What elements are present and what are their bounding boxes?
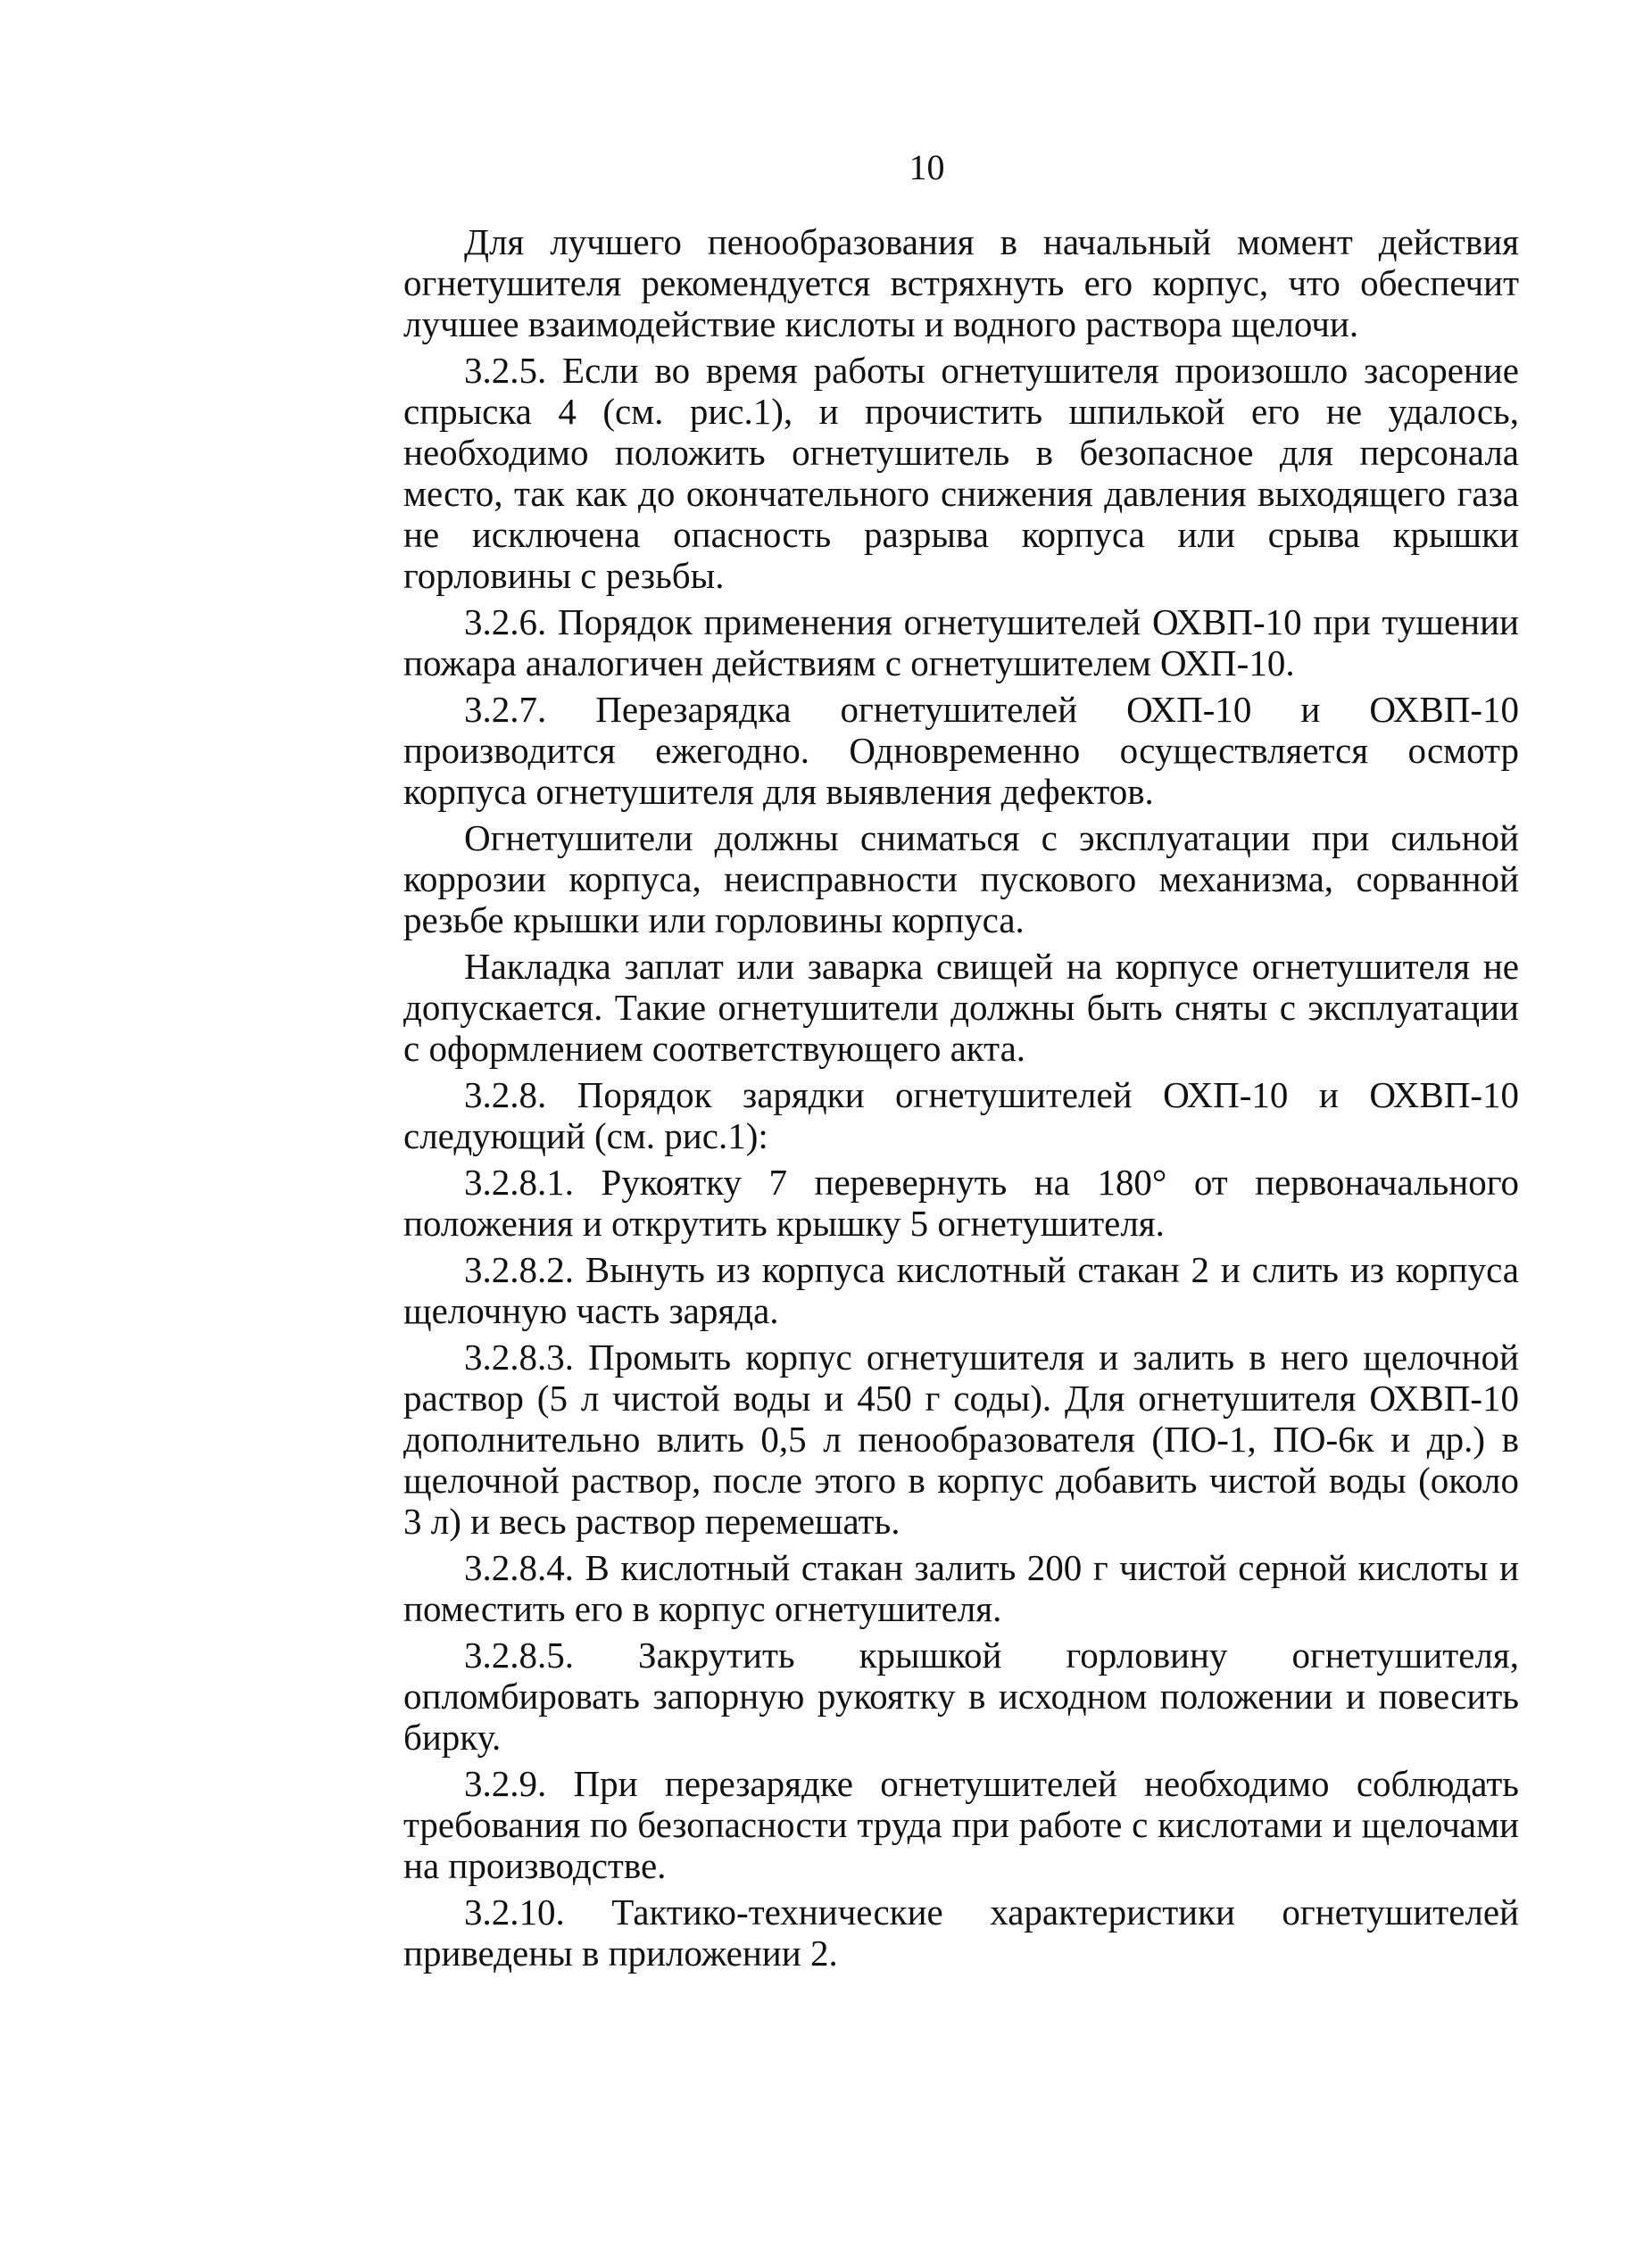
paragraph-3-2-8-2: 3.2.8.2. Вынуть из корпуса кислотный стакан 2 и слить из корпуса щелочную часть заряда. [403, 1249, 1519, 1331]
paragraph-3-2-8-3: 3.2.8.3. Промыть корпус огнетушителя и залить в него щелочной раствор (5 л чистой воды и 450 г соды). Для огнетушителя ОХВП-10 дополнительно влить 0,5 л пенообразователя (ПО-1, ПО-6к и др.) в щелочной раствор, после этого в корпус добавить чистой воды (около 3 л) и весь раствор перемешать. [403, 1337, 1519, 1542]
paragraph-3-2-8: 3.2.8. Порядок зарядки огнетушителей ОХП-10 и ОХВП-10 следующий (см. рис.1): [403, 1074, 1519, 1156]
paragraph-3-2-9: 3.2.9. При перезарядке огнетушителей необходимо соблюдать требования по безопасности труда при работе с кислотами и щелочами на производстве. [403, 1763, 1519, 1886]
page-number: 10 [909, 147, 945, 187]
paragraph-3-2-8-4: 3.2.8.4. В кислотный стакан залить 200 г чистой серной кислоты и поместить его в корпус огнетушителя. [403, 1547, 1519, 1629]
paragraph-3-2-8-1: 3.2.8.1. Рукоятку 7 перевернуть на 180° от первоначального положения и открутить крышку 5 огнетушителя. [403, 1162, 1519, 1244]
paragraph-3-2-8-5: 3.2.8.5. Закрутить крышкой горловину огнетушителя, опломбировать запорную рукоятку в исходном положении и повесить бирку. [403, 1635, 1519, 1758]
paragraph-3-2-5: 3.2.5. Если во время работы огнетушителя произошло засорение спрыска 4 (см. рис.1), и прочистить шпилькой его не удалось, необходимо положить огнетушитель в безопасное для персонала место, так как до окончательного снижения давления выходящего газа не исключена опасность разрыва корпуса или срыва крышки горловины с резьбы. [403, 350, 1519, 596]
document-body [403, 221, 1519, 1979]
paragraph-3-2-6: 3.2.6. Порядок применения огнетушителей ОХВП-10 при тушении пожара аналогичен действиям с огнетушителем ОХП-10. [403, 601, 1519, 683]
paragraph-intro: Для лучшего пенообразования в начальный момент действия огнетушителя рекомендуется встряхнуть его корпус, что обеспечит лучшее взаимодействие кислоты и водного раствора щелочи. [403, 221, 1519, 344]
paragraph-3-2-7: 3.2.7. Перезарядка огнетушителей ОХП-10 и ОХВП-10 производится ежегодно. Одновременно осуществляется осмотр корпуса огнетушителя для выявления дефектов. [403, 689, 1519, 812]
paragraph-decommission: Огнетушители должны сниматься с эксплуатации при сильной коррозии корпуса, неисправности пускового механизма, сорванной резьбе крышки или горловины корпуса. [403, 817, 1519, 940]
paragraph-patching: Накладка заплат или заварка свищей на корпусе огнетушителя не допускается. Такие огнетушители должны быть сняты с эксплуатации с оформлением соответствующего акта. [403, 946, 1519, 1069]
paragraph-3-2-10: 3.2.10. Тактико-технические характеристики огнетушителей приведены в приложении 2. [403, 1891, 1519, 1974]
